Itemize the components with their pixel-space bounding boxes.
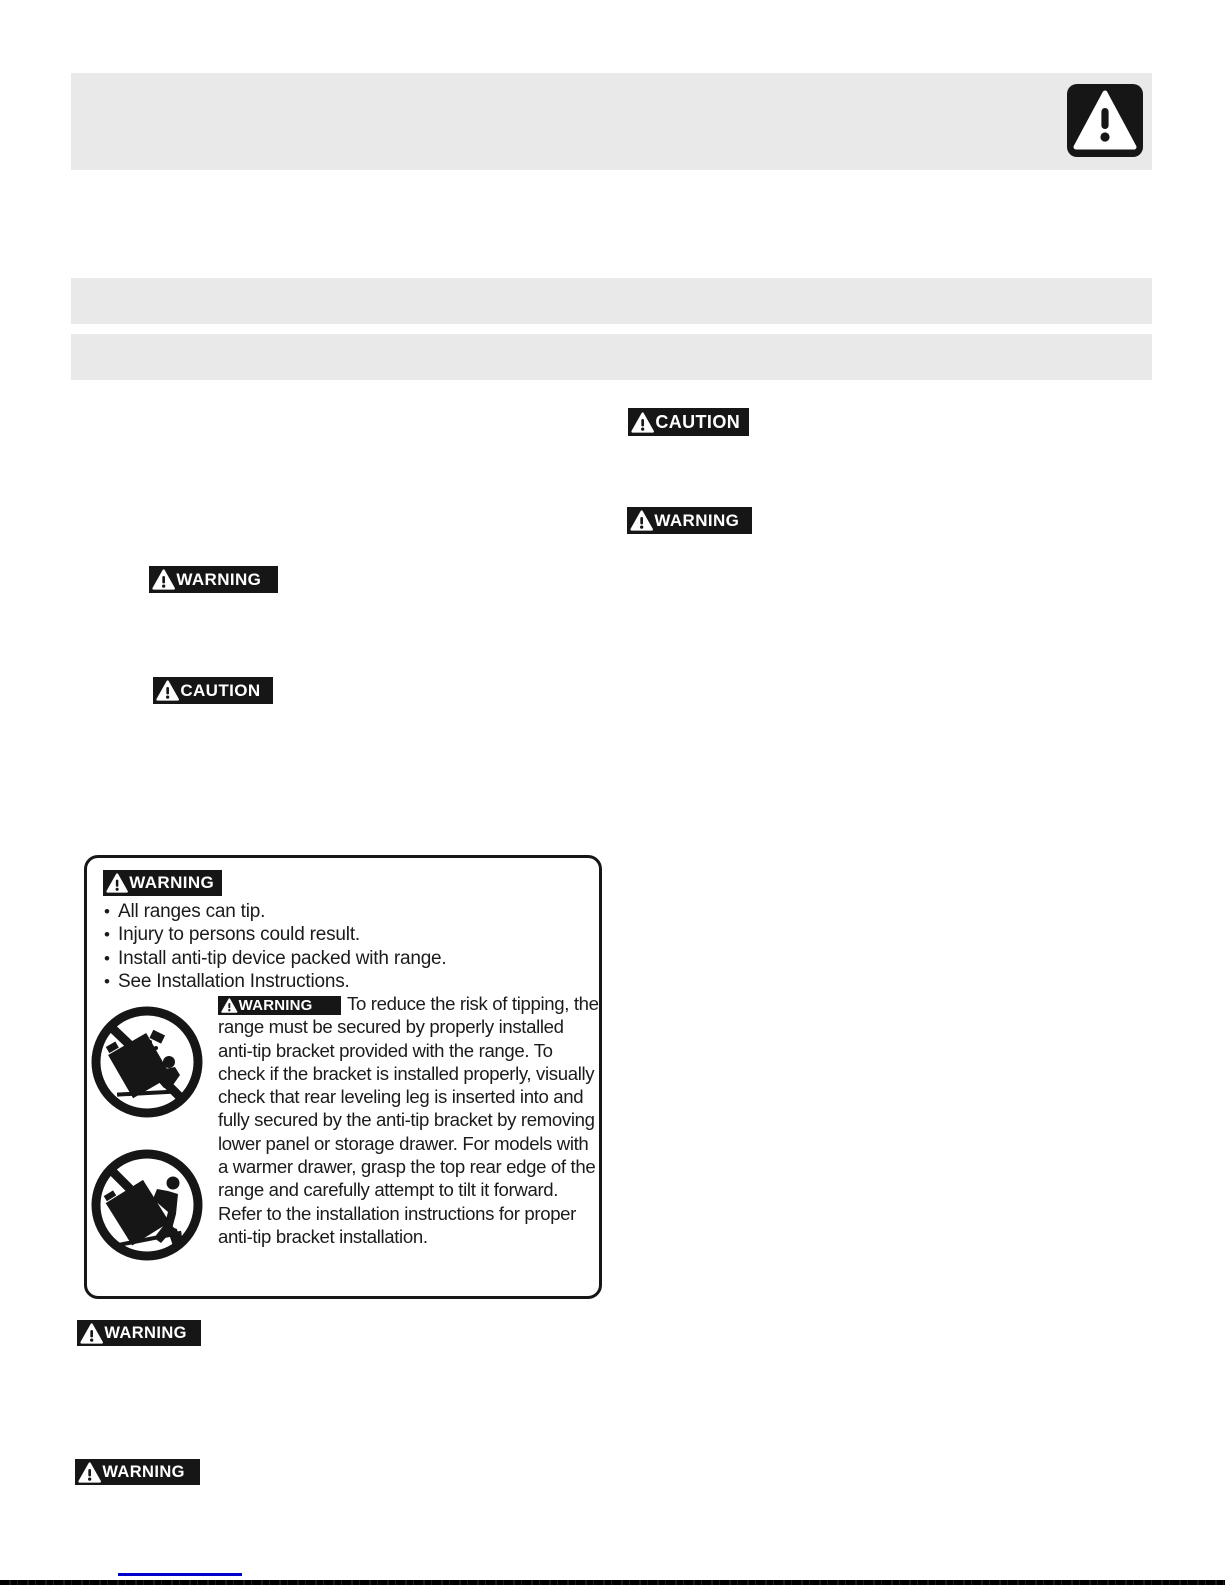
safety-alert-triangle-icon [78, 1462, 101, 1483]
warning-badge-label: WARNING [104, 1323, 187, 1342]
list-item [104, 923, 447, 946]
caution-badge-label: CAUTION [655, 411, 741, 432]
bullet-text: All ranges can tip. [118, 901, 266, 922]
safety-alert-triangle-icon [80, 1323, 103, 1344]
range-tipping-child-prohibition-icon [89, 1004, 205, 1120]
safety-alert-triangle-icon [106, 873, 128, 893]
safety-alert-triangle-icon [152, 569, 175, 590]
bullet-text: Install anti-tip device packed with range. [118, 947, 447, 969]
safety-alert-triangle-icon [156, 680, 179, 701]
footer-link-underline[interactable] [118, 1573, 242, 1576]
warning-badge [149, 566, 278, 593]
anti-tip-warning-box [84, 855, 602, 1299]
safety-alert-triangle-icon [631, 412, 654, 433]
list-item [104, 900, 447, 923]
safety-alert-triangle-icon [221, 998, 238, 1013]
top-banner [71, 73, 1152, 170]
list-item [104, 970, 447, 993]
caution-badge [628, 408, 749, 436]
warning-badge [627, 507, 752, 534]
warning-badge [77, 1320, 201, 1346]
anti-tip-paragraph [218, 992, 600, 1248]
warning-badge [75, 1459, 200, 1485]
warning-badge-label: WARNING [129, 873, 215, 892]
anti-tip-bullet-list [104, 900, 447, 993]
warning-badge-label: WARNING [102, 1462, 185, 1481]
bullet-text: Injury to persons could result. [118, 924, 360, 946]
alert-triangle-icon [1067, 84, 1143, 157]
list-item [104, 947, 447, 970]
warning-badge [103, 870, 222, 896]
safety-alert-triangle-icon [630, 510, 653, 531]
range-tipping-person-prohibition-icon [89, 1147, 205, 1263]
warning-badge [218, 996, 341, 1015]
bullet-text: See Installation Instructions. [118, 970, 350, 992]
warning-badge-label: WARNING [176, 569, 262, 589]
anti-tip-paragraph-text: To reduce the risk of tipping, the range must be secured by properly installed anti-tip bracket provided with the range. To check if the bracket is installed properly, visually check that rear leveling leg is inserted into and fully secured by the anti-tip bracket by removing lower panel or storage drawer. For models with a warmer drawer, grasp the top rear edge of the range and carefully attempt to tilt it forward. Refer to the installation instructions for proper anti-tip bracket installation. [218, 993, 599, 1247]
page-bottom-scan-edge [0, 1580, 1225, 1585]
caution-badge-label: CAUTION [180, 680, 261, 700]
caution-badge [153, 677, 273, 704]
warning-badge-label: WARNING [654, 510, 740, 530]
warning-badge-label: WARNING [238, 996, 313, 1014]
